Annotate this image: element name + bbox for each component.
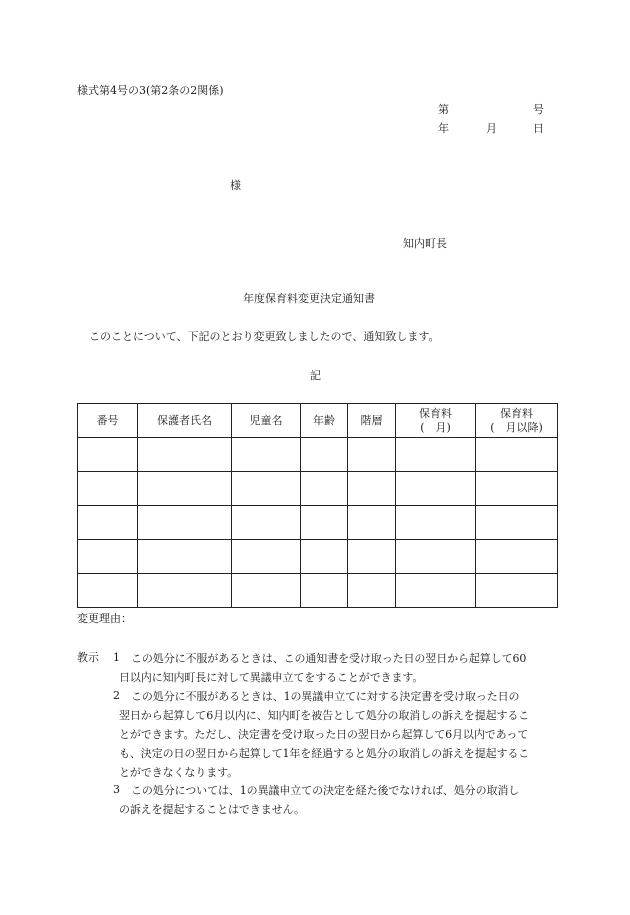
notice-item-line: の訴えを提起することはできません。 [119, 803, 305, 816]
table-cell [78, 506, 138, 540]
table-cell [78, 574, 138, 608]
issuer: 知内町長 [403, 237, 447, 250]
table-cell [78, 472, 138, 506]
table-header-label: 年齢 [313, 413, 335, 427]
table-cell [476, 472, 558, 506]
notice-item-line: とができなくなります。 [119, 766, 239, 779]
table-header-label: 児童名 [249, 413, 283, 427]
table-cell [476, 506, 558, 540]
notice-item-line: とができます。ただし、決定書を受け取った日の翌日から起算して6月以内であって [119, 728, 529, 741]
notice-item-number: 2 [113, 689, 120, 702]
table-cell [78, 438, 138, 472]
table-header-cell [232, 404, 301, 438]
table-cell [78, 540, 138, 574]
table-cell [396, 438, 476, 472]
doc-number-suffix: 号 [533, 103, 544, 116]
table-cell [396, 472, 476, 506]
table-header-label: 階層 [360, 413, 383, 427]
addressee-suffix: 様 [230, 179, 241, 192]
table-header-cell [138, 404, 232, 438]
fee-table [77, 403, 558, 608]
table-cell [396, 540, 476, 574]
table-cell [301, 506, 348, 540]
table-row [78, 472, 558, 506]
table-cell [232, 506, 301, 540]
table-cell [476, 574, 558, 608]
reason-label: 変更理由： [77, 612, 132, 625]
table-cell [301, 472, 348, 506]
table-row [78, 506, 558, 540]
table-cell [396, 506, 476, 540]
table-cell [348, 574, 396, 608]
table-row [78, 540, 558, 574]
table-header-label: 保護者氏名 [157, 413, 212, 427]
intro-text: このことについて、下記のとおり変更致しましたので、通知致します。 [89, 330, 440, 343]
date-month: 月 [486, 122, 497, 135]
table-header-cell [348, 404, 396, 438]
notice-item-number: 3 [113, 783, 120, 796]
table-row [78, 574, 558, 608]
table-header-cell [396, 404, 476, 438]
notice-item-line: 翌日から起算して6月以内に、知内町を被告として処分の取消しの訴えを提起するこ [119, 709, 530, 722]
table-header-label: 保育料 [419, 406, 452, 420]
table-header-sublabel: ( 月以降) [490, 420, 543, 434]
table-header-row [78, 404, 558, 438]
date-day: 日 [533, 122, 544, 135]
table-body [78, 438, 558, 608]
notice-item-line: この処分に不服があるときは、1の異議申立てに対する決定書を受け取った日の [131, 690, 520, 703]
table-cell [396, 574, 476, 608]
table-header-cell [301, 404, 348, 438]
table-cell [232, 540, 301, 574]
notice-item-line: 日以内に知内町長に対して異議申立てをすることができます。 [119, 671, 424, 684]
notice-label: 教示 [77, 651, 99, 664]
table-header-label: 番号 [96, 413, 119, 427]
table-cell [138, 506, 232, 540]
table-cell [348, 438, 396, 472]
table-header-cell [476, 404, 558, 438]
table-cell [138, 540, 232, 574]
table-cell [301, 574, 348, 608]
table-header-sublabel: ( 月) [420, 420, 451, 434]
table-header-label: 保育料 [500, 406, 533, 420]
table-cell [138, 574, 232, 608]
table-cell [301, 438, 348, 472]
notice-item-number: 1 [113, 651, 120, 664]
table-cell [138, 438, 232, 472]
table-cell [232, 574, 301, 608]
form-label: 様式第4号の3(第2条の2関係) [77, 84, 224, 97]
document-title: 年度保育料変更決定通知書 [243, 292, 375, 305]
ki-marker: 記 [310, 369, 321, 382]
table-cell [476, 540, 558, 574]
table-header-cell [78, 404, 138, 438]
notice-item-line: この処分については、1の異議申立ての決定を経た後でなければ、処分の取消し [131, 784, 520, 797]
table-cell [138, 472, 232, 506]
table-cell [476, 438, 558, 472]
table-cell [232, 472, 301, 506]
table-cell [348, 506, 396, 540]
table-cell [348, 540, 396, 574]
doc-number-prefix: 第 [438, 103, 449, 116]
table-cell [232, 438, 301, 472]
date-year: 年 [438, 122, 449, 135]
table-cell [301, 540, 348, 574]
notice-item-line: この処分に不服があるときは、この通知書を受け取った日の翌日から起算して60 [131, 652, 527, 665]
table-cell [348, 472, 396, 506]
table-row [78, 438, 558, 472]
notice-item-line: も、決定の日の翌日から起算して1年を経過すると処分の取消しの訴えを提起するこ [119, 747, 530, 760]
